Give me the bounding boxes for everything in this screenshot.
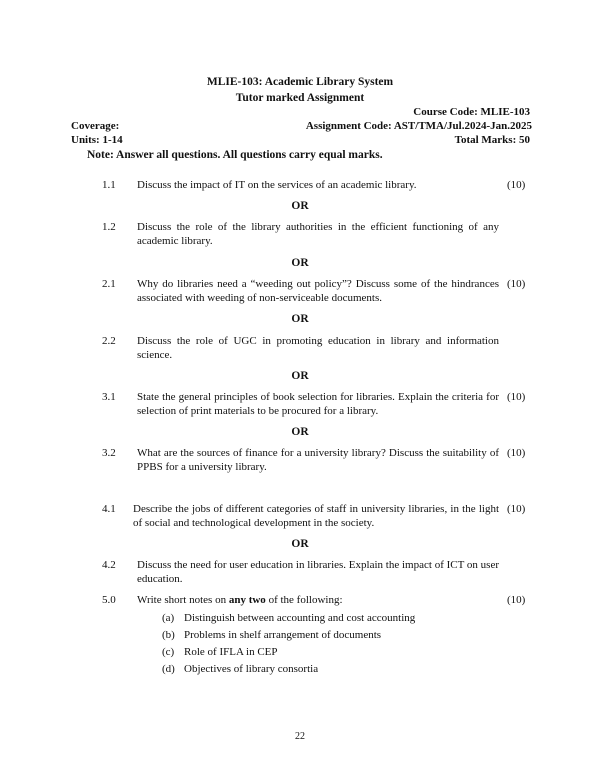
question-text: Write short notes on any two of the following: — [137, 594, 343, 606]
question-marks: (10) — [507, 278, 526, 290]
question-number: 2.1 — [102, 278, 116, 290]
document-title: MLIE-103: Academic Library System — [206, 76, 394, 88]
question-number: 4.1 — [102, 503, 116, 515]
question-number: 2.2 — [102, 335, 116, 347]
units-label: Units: 1-14 — [71, 134, 123, 146]
coverage-label: Coverage: — [71, 120, 120, 132]
or-separator: OR — [291, 426, 309, 438]
question-number: 1.2 — [102, 221, 116, 233]
question-marks: (10) — [507, 391, 526, 403]
or-separator: OR — [291, 313, 309, 325]
question-number: 1.1 — [102, 179, 116, 191]
question-marks: (10) — [507, 179, 526, 191]
question-text: State the general principles of book selection for libraries. Explain the criteria for selection of print materials to be procured for a library. — [137, 391, 499, 417]
question-text: What are the sources of finance for a university library? Discuss the suitability of PPBS for a university library. — [137, 447, 499, 473]
document-subtitle: Tutor marked Assignment — [235, 92, 365, 104]
list-item: (d) Objectives of library consortia — [162, 663, 319, 675]
question-number: 3.2 — [102, 447, 116, 459]
question-marks: (10) — [507, 447, 526, 459]
or-separator: OR — [291, 257, 309, 269]
assignment-code: Assignment Code: AST/TMA/Jul.2024-Jan.2025 — [305, 120, 532, 132]
question-text: Describe the jobs of different categories of staff in university libraries, in the light of social and technological development in the society. — [133, 503, 499, 529]
question-marks: (10) — [507, 503, 526, 515]
or-separator: OR — [291, 538, 309, 550]
list-item: (c) Role of IFLA in CEP — [162, 646, 278, 658]
question-marks: (10) — [507, 594, 526, 606]
total-marks: Total Marks: 50 — [454, 134, 530, 146]
list-item: (a) Distinguish between accounting and cost accounting — [162, 612, 416, 624]
question-text: Discuss the role of UGC in promoting education in library and information science. — [137, 335, 499, 361]
or-separator: OR — [291, 200, 309, 212]
list-item: (b) Problems in shelf arrangement of documents — [162, 629, 382, 641]
course-code: Course Code: MLIE-103 — [413, 106, 530, 118]
question-text: Discuss the need for user education in libraries. Explain the impact of ICT on user education. — [137, 559, 499, 585]
page-number: 22 — [295, 731, 305, 742]
instructions-note: Note: Answer all questions. All questions carry equal marks. — [87, 149, 383, 161]
question-number: 3.1 — [102, 391, 116, 403]
or-separator: OR — [291, 370, 309, 382]
question-number: 5.0 — [102, 594, 116, 606]
question-text: Discuss the role of the library authorities in the efficient functioning of any academic library. — [137, 221, 499, 247]
question-text: Why do libraries need a “weeding out policy”? Discuss some of the hindrances associated with weeding of non-serviceable documents. — [137, 278, 499, 304]
question-number: 4.2 — [102, 559, 116, 571]
question-text: Discuss the impact of IT on the services of an academic library. — [137, 179, 417, 191]
